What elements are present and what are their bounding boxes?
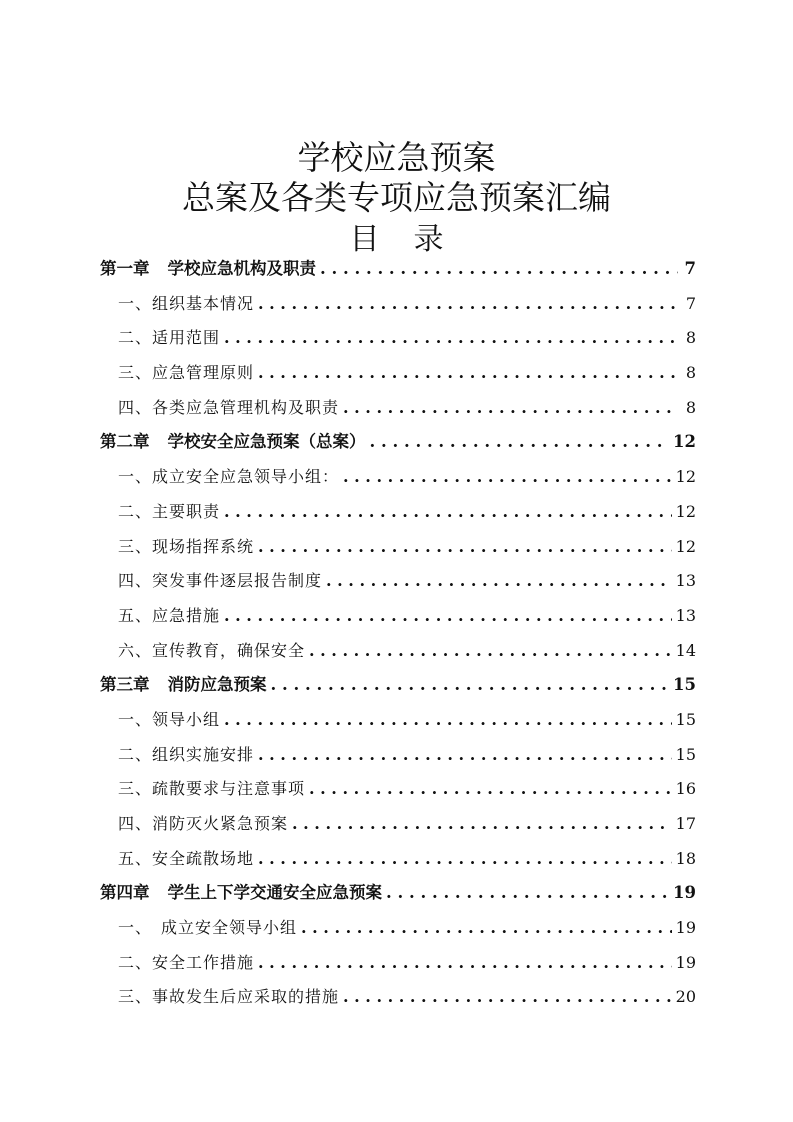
toc-chapter-title: 学校安全应急预案（总案） bbox=[167, 432, 366, 452]
toc-page-number: 14 bbox=[675, 640, 696, 660]
toc-chapter-entry[interactable] bbox=[100, 668, 696, 703]
toc-dot-leader bbox=[343, 980, 672, 1015]
toc-page-number: 12 bbox=[675, 536, 696, 556]
toc-entry-label bbox=[100, 425, 366, 460]
toc-page-number: 7 bbox=[684, 259, 696, 278]
toc-dot-leader bbox=[309, 634, 672, 669]
toc-page-number: 20 bbox=[675, 987, 696, 1007]
toc-section-entry[interactable] bbox=[100, 530, 696, 565]
toc-section-entry[interactable] bbox=[100, 703, 696, 738]
document-title: 学校应急预案 bbox=[297, 138, 496, 177]
toc-entry-label: 四、突发事件逐层报告制度 bbox=[118, 571, 323, 591]
toc-dot-leader bbox=[224, 703, 672, 738]
title-block bbox=[0, 138, 793, 258]
toc-page-number: 15 bbox=[675, 744, 696, 764]
toc-dot-leader bbox=[326, 564, 672, 599]
toc-dot-leader bbox=[224, 321, 678, 356]
toc-entry-label: 三、疏散要求与注意事项 bbox=[118, 779, 306, 799]
toc-entry-label bbox=[100, 668, 267, 703]
toc-dot-leader bbox=[343, 391, 678, 426]
toc-dot-leader bbox=[386, 876, 669, 911]
toc-entry-label bbox=[100, 876, 382, 911]
toc-entry-label: 四、各类应急管理机构及职责 bbox=[118, 397, 340, 417]
toc-dot-leader bbox=[343, 460, 672, 495]
toc-entry-label: 一、组织基本情况 bbox=[118, 293, 255, 313]
toc-page-number: 7 bbox=[685, 293, 696, 313]
toc-dot-leader bbox=[301, 911, 672, 946]
toc-page-number: 13 bbox=[675, 605, 696, 625]
toc-dot-leader bbox=[258, 946, 672, 981]
toc-section-entry[interactable] bbox=[100, 356, 696, 391]
toc-section-entry[interactable] bbox=[100, 287, 696, 322]
toc-dot-leader bbox=[224, 599, 672, 634]
toc-page-number: 12 bbox=[675, 467, 696, 487]
table-of-contents bbox=[100, 252, 696, 1015]
toc-section-entry[interactable] bbox=[100, 599, 696, 634]
toc-dot-leader bbox=[258, 530, 672, 565]
toc-section-entry[interactable] bbox=[100, 460, 696, 495]
toc-dot-leader bbox=[258, 842, 672, 877]
toc-entry-label: 二、组织实施安排 bbox=[118, 744, 255, 764]
toc-chapter-number: 第一章 bbox=[100, 259, 150, 278]
toc-chapter-number: 第二章 bbox=[100, 432, 150, 452]
toc-entry-label: 三、事故发生后应采取的措施 bbox=[118, 987, 340, 1007]
toc-chapter-number: 第三章 bbox=[100, 675, 150, 695]
toc-chapter-title: 学校应急机构及职责 bbox=[167, 259, 316, 278]
toc-section-entry[interactable] bbox=[100, 807, 696, 842]
toc-dot-leader bbox=[320, 252, 678, 287]
toc-entry-label: 三、应急管理原则 bbox=[118, 363, 255, 383]
toc-entry-label: 二、安全工作措施 bbox=[118, 952, 255, 972]
toc-dot-leader bbox=[258, 738, 672, 773]
toc-page-number: 19 bbox=[675, 952, 696, 972]
toc-dot-leader bbox=[292, 807, 672, 842]
toc-section-entry[interactable] bbox=[100, 946, 696, 981]
toc-chapter-entry[interactable] bbox=[100, 252, 696, 287]
toc-entry-label: 五、应急措施 bbox=[118, 605, 221, 625]
toc-dot-leader bbox=[309, 772, 672, 807]
toc-entry-label: 六、宣传教育，确保安全 bbox=[118, 640, 306, 660]
toc-entry-label: 一、 成立安全领导小组 bbox=[118, 918, 298, 938]
toc-page-number: 18 bbox=[675, 848, 696, 868]
toc-entry-label: 五、安全疏散场地 bbox=[118, 848, 255, 868]
toc-chapter-entry[interactable] bbox=[100, 876, 696, 911]
toc-page-number: 12 bbox=[673, 432, 696, 452]
toc-page-number: 8 bbox=[685, 363, 696, 383]
toc-section-entry[interactable] bbox=[100, 391, 696, 426]
toc-dot-leader bbox=[258, 287, 678, 322]
toc-dot-leader bbox=[271, 668, 670, 703]
toc-page-number: 16 bbox=[675, 779, 696, 799]
toc-page-number: 8 bbox=[685, 397, 696, 417]
toc-entry-label: 四、消防灭火紧急预案 bbox=[118, 814, 289, 833]
toc-entry-label: 二、主要职责 bbox=[118, 501, 221, 521]
toc-entry-label: 三、现场指挥系统 bbox=[118, 536, 255, 556]
toc-page-number: 15 bbox=[675, 709, 696, 729]
toc-page-number: 8 bbox=[685, 328, 696, 348]
toc-dot-leader bbox=[258, 356, 678, 391]
toc-section-entry[interactable] bbox=[100, 772, 696, 807]
toc-section-entry[interactable] bbox=[100, 321, 696, 356]
toc-page-number: 17 bbox=[675, 814, 696, 833]
toc-entry-label: 一、领导小组 bbox=[118, 709, 221, 729]
toc-chapter-entry[interactable] bbox=[100, 425, 696, 460]
toc-section-entry[interactable] bbox=[100, 634, 696, 669]
toc-entry-label: 一、成立安全应急领导小组： bbox=[118, 467, 340, 487]
toc-section-entry[interactable] bbox=[100, 495, 696, 530]
toc-dot-leader bbox=[224, 495, 672, 530]
document-subtitle: 总案及各类专项应急预案汇编 bbox=[182, 178, 611, 217]
toc-page-number: 12 bbox=[675, 501, 696, 521]
toc-page-number: 15 bbox=[673, 675, 696, 695]
toc-section-entry[interactable] bbox=[100, 564, 696, 599]
toc-entry-label: 二、适用范围 bbox=[118, 328, 221, 348]
toc-section-entry[interactable] bbox=[100, 738, 696, 773]
toc-page-number: 19 bbox=[675, 918, 696, 938]
toc-page-number: 19 bbox=[673, 883, 696, 903]
toc-dot-leader bbox=[370, 425, 670, 460]
toc-section-entry[interactable] bbox=[100, 911, 696, 946]
toc-entry-label bbox=[100, 252, 316, 287]
toc-chapter-title: 消防应急预案 bbox=[167, 675, 267, 695]
toc-section-entry[interactable] bbox=[100, 842, 696, 877]
toc-page-number: 13 bbox=[675, 571, 696, 591]
toc-section-entry[interactable] bbox=[100, 980, 696, 1015]
toc-chapter-number: 第四章 bbox=[100, 883, 150, 903]
toc-heading: 目录 bbox=[349, 222, 478, 257]
toc-chapter-title: 学生上下学交通安全应急预案 bbox=[167, 883, 382, 903]
